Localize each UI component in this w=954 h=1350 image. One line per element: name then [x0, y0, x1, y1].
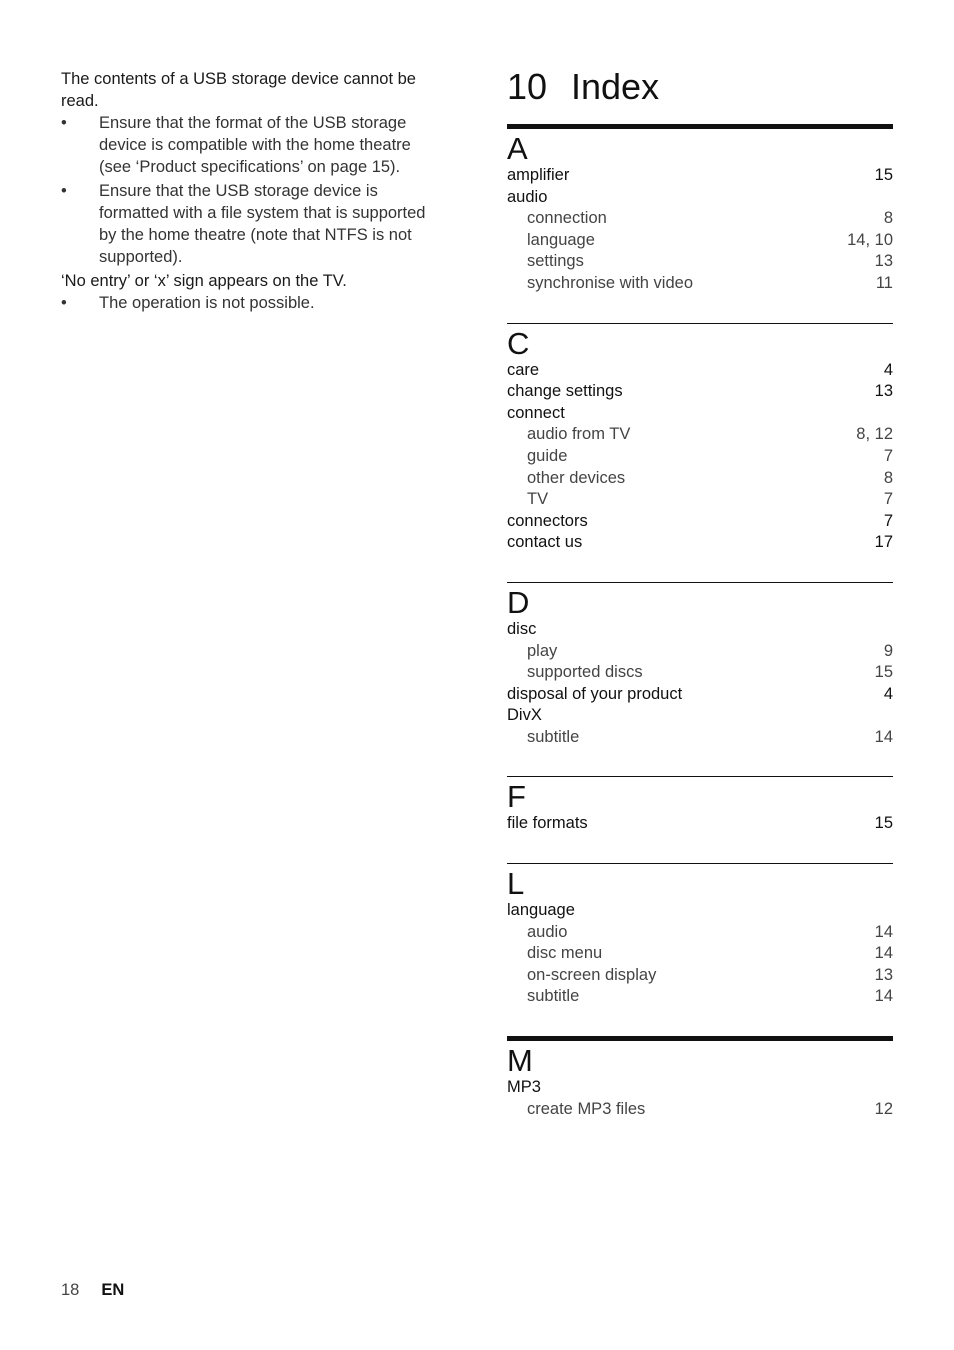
section-letter: A [507, 131, 528, 166]
index-entry [507, 813, 893, 835]
index-term: subtitle [527, 727, 580, 746]
solution-list-no-entry [61, 292, 446, 314]
index-pages: 15 [874, 166, 893, 184]
index-term: disposal of your product [507, 684, 683, 703]
index-term: care [507, 360, 540, 379]
index-pages: 15 [874, 814, 893, 833]
index-subentry [507, 251, 893, 273]
index-pages: 8 [883, 468, 893, 487]
index-section-m [507, 1036, 893, 1120]
index-section-c [507, 323, 893, 554]
index-pages: 11 [875, 273, 893, 292]
index-term: DivX [507, 706, 542, 725]
section-letter: C [507, 325, 530, 361]
index-section-a [507, 124, 893, 295]
index-pages: 14 [874, 987, 893, 1006]
index-subentry [507, 208, 893, 230]
index-pages: 7 [883, 490, 893, 509]
section-letter: D [507, 584, 530, 620]
index-pages: 4 [883, 360, 893, 379]
index-term: connect [507, 403, 565, 422]
index-subentry [507, 230, 893, 252]
index-pages: 13 [874, 382, 893, 401]
index-entry [507, 684, 893, 706]
index-subentry [507, 986, 893, 1008]
index-term: MP3 [507, 1078, 541, 1097]
index-term: audio from TV [527, 425, 631, 444]
index-term: file formats [507, 814, 588, 833]
index-pages: 8 [883, 209, 893, 228]
index-pages: 7 [883, 446, 893, 465]
index-entry [507, 900, 893, 922]
index-section-l [507, 863, 893, 1008]
index-term: audio [507, 187, 548, 206]
index-term: on-screen display [527, 965, 657, 984]
index-sections [507, 124, 893, 1120]
section-divider [507, 1036, 893, 1041]
section-divider [507, 582, 893, 583]
index-pages: 14 [874, 727, 893, 746]
index-entry [507, 511, 893, 533]
index-subentry [507, 446, 893, 468]
index-pages: 17 [874, 533, 893, 552]
index-pages: 14 [874, 922, 893, 941]
index-pages: 14, 10 [847, 230, 893, 249]
index-term: other devices [527, 468, 626, 487]
index-entry [507, 403, 893, 425]
index-pages: 15 [874, 663, 893, 682]
problem-heading-no-entry: ‘No entry’ or ‘x’ sign appears on the TV. [61, 272, 347, 290]
index-entry [507, 381, 893, 403]
index-entry [507, 165, 893, 187]
index-entry [507, 360, 893, 382]
chapter-title [507, 60, 893, 114]
index-entry [507, 1077, 893, 1099]
index-subentry [507, 727, 893, 749]
section-divider [507, 124, 893, 129]
index-term: disc menu [527, 944, 603, 963]
chapter-title-text: Index [571, 66, 660, 107]
index-subentry [507, 641, 893, 663]
index-term: contact us [507, 533, 583, 552]
chapter-number: 10 [507, 66, 548, 107]
section-divider [507, 776, 893, 777]
index-subentry [507, 424, 893, 446]
index-pages: 14 [874, 944, 893, 963]
index-entry [507, 187, 893, 209]
index-subentry [507, 489, 893, 511]
index-term: supported discs [527, 663, 643, 682]
index-term: change settings [507, 382, 623, 401]
index-term: settings [527, 252, 584, 271]
problem-heading-usb: The contents of a USB storage device cannot be read. [61, 70, 416, 110]
index-column [507, 60, 893, 1120]
solution-list-usb [61, 112, 446, 268]
section-letter: M [507, 1043, 533, 1079]
index-term: create MP3 files [527, 1099, 646, 1118]
index-subentry [507, 468, 893, 490]
page-number: 18 [61, 1281, 80, 1299]
index-pages: 8, 12 [856, 425, 893, 444]
index-pages: 9 [883, 641, 893, 660]
index-subentry [507, 1099, 893, 1121]
index-term: audio [527, 922, 568, 941]
index-term: language [527, 230, 595, 249]
solution-item: • The operation is not possible. [61, 292, 446, 314]
index-term: disc [507, 619, 537, 638]
solution-item: • Ensure that the format of the USB storage device is compatible with the home theatre (see ‘Product specifications’ on page 15). [61, 112, 446, 178]
section-divider [507, 323, 893, 324]
index-subentry [507, 662, 893, 684]
index-pages: 13 [874, 252, 893, 271]
index-subentry [507, 965, 893, 987]
index-term: guide [527, 446, 568, 465]
section-divider [507, 863, 893, 864]
index-pages: 7 [883, 511, 893, 530]
index-subentry [507, 943, 893, 965]
section-letter: L [507, 866, 525, 902]
index-term: amplifier [507, 166, 570, 184]
index-subentry [507, 273, 893, 295]
index-subentry [507, 922, 893, 944]
index-section-f [507, 776, 893, 835]
index-term: play [527, 641, 558, 660]
index-entry [507, 705, 893, 727]
section-letter: F [507, 779, 526, 815]
index-term: connectors [507, 511, 588, 530]
troubleshooting-column [61, 68, 446, 314]
language-code: EN [101, 1281, 125, 1299]
page-footer [61, 1279, 124, 1301]
index-entry [507, 619, 893, 641]
index-term: subtitle [527, 987, 580, 1006]
index-section-d [507, 582, 893, 749]
index-pages: 12 [874, 1099, 893, 1118]
index-term: synchronise with video [527, 273, 693, 292]
index-entry [507, 532, 893, 554]
solution-item: • Ensure that the USB storage device is formatted with a file system that is supported by the home theatre (note that NTFS is not supported). [61, 180, 446, 268]
index-term: TV [527, 490, 549, 509]
index-pages: 13 [874, 965, 893, 984]
index-term: connection [527, 209, 607, 228]
index-term: language [507, 901, 575, 920]
index-pages: 4 [883, 684, 893, 703]
